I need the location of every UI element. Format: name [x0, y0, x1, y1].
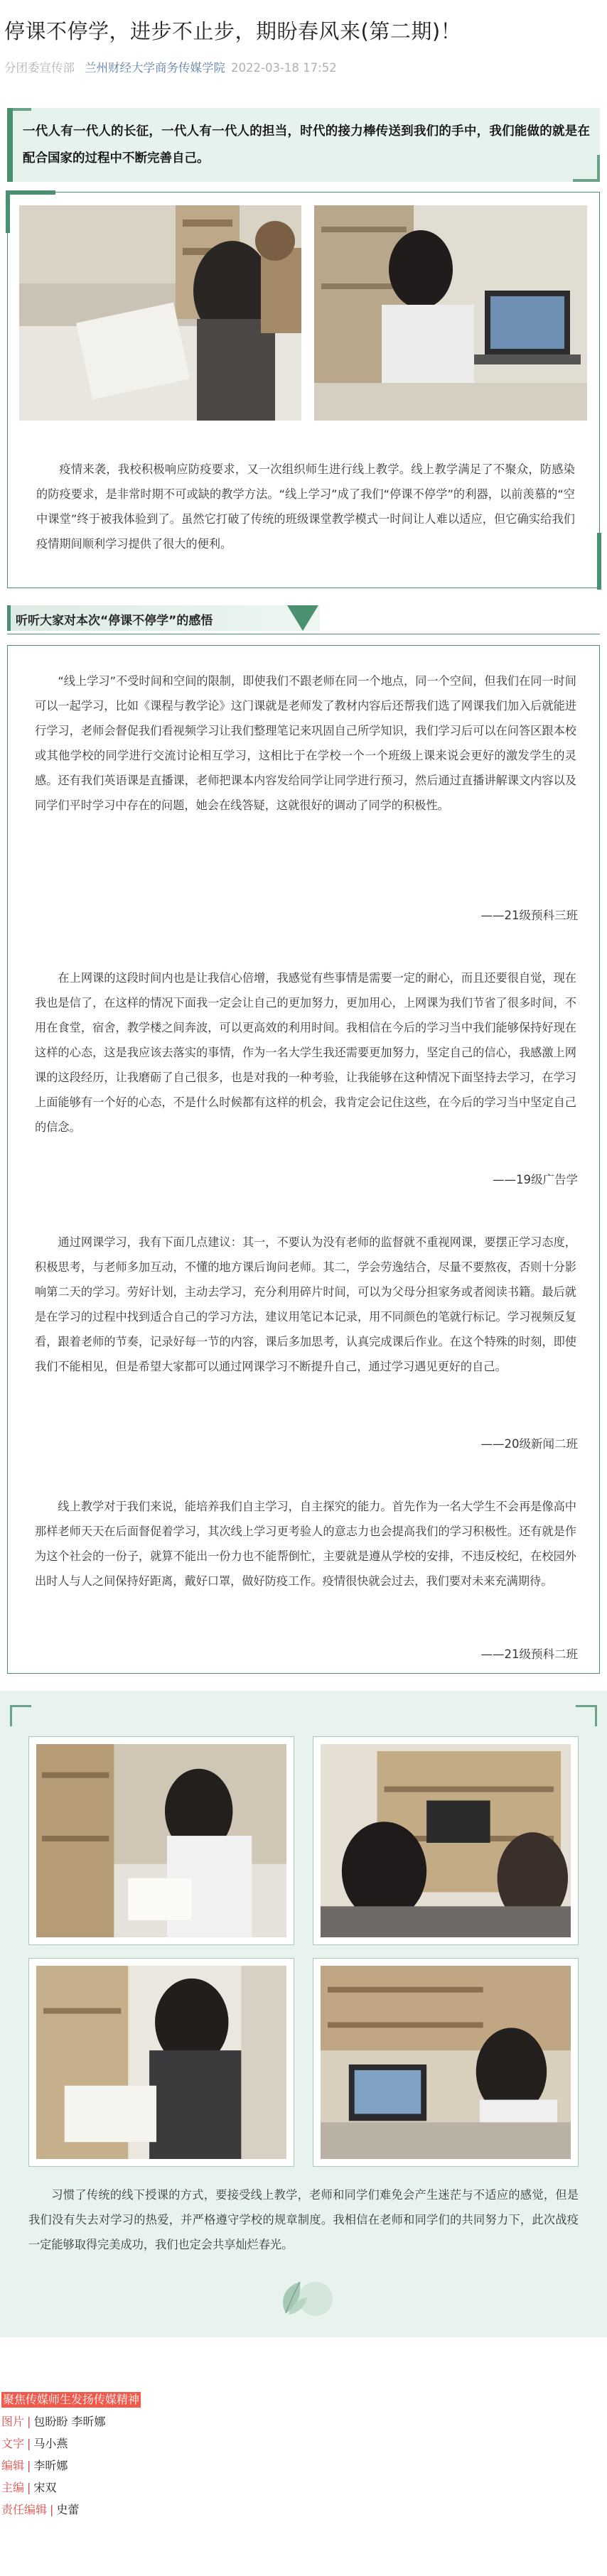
gallery-corner-left [10, 1705, 31, 1726]
credit-separator: | [27, 2437, 31, 2450]
credit-row [1, 2455, 606, 2477]
quote-signature: ——20级新闻二班 [480, 1437, 578, 1451]
credit-label: 编辑 [1, 2459, 25, 2472]
credit-separator: | [27, 2415, 31, 2428]
credit-value: 宋双 [33, 2481, 57, 2494]
quote-text: 在上网课的这段时间内也是让我信心倍增，我感觉有些事情是需要一定的耐心，而且还要很自觉，现在我也是信了，在这样的情况下面我一定会让自己的更加努力，更加用心，上网课为我们节省了很多时间，不用在食堂，宿舍，教学楼之间奔波，可以更高效的利用时间。我相信在今后的学习当中我们能够保持好现在这样的心态，这是我应该去落实的事情，作为一名大学生我还需要更加努力，坚定自己的信心，我感激上网课的这段经历，让我磨砺了自己很多，也是对我的一种考验，让我能够在这种情况下面坚持去学习，在学习上面能够有一个好的心态，不是什么时候都有这样的机会，我肯定会记住这些，在今后的学习当中坚定自己的信念。 [35, 971, 576, 1134]
section1-paragraph: 疫情来袭，我校积极响应防疫要求，又一次组织师生进行线上教学。线上教学满足了不聚众，防感染的防疫要求，是非常时期不可或缺的教学方法。“线上学习”成了我们“停课不停学”的利器，以前羡慕的“空中课堂”终于被我体验到了。虽然它打破了传统的班级课堂教学模式一时间让人难以适应，但它确实给我们疫情期间顺利学习提供了很大的便利。 [36, 462, 575, 551]
meta-date: 2022-03-18 17:52 [231, 61, 337, 75]
section1-box [7, 192, 600, 588]
quote-signature: ——21级预科二班 [480, 1647, 578, 1661]
quote-signature: ——19级广告学 [493, 1173, 578, 1186]
credit-value: 史蕾 [56, 2503, 80, 2516]
credit-separator: | [27, 2459, 31, 2472]
credit-row [1, 2432, 606, 2455]
leaf-decoration-icon [264, 2278, 343, 2320]
credit-separator: | [50, 2503, 54, 2516]
credits [1, 2388, 606, 2521]
quotes-box [7, 645, 600, 1674]
section1-corner-v [6, 190, 10, 233]
gallery-photo[interactable] [313, 1736, 579, 1945]
gallery-corner-right [576, 1705, 597, 1726]
section3-paragraph: 习惯了传统的线下授课的方式，要接受线上教学，老师和同学们难免会产生迷茫与不适应的感觉，但是我们没有失去对学习的热爱，并严格遵守学校的规章制度。我相信在老师和同学们的共同努力下，此次战疫一定能够取得完美成功，我们也定会共享灿烂春光。 [28, 2188, 579, 2251]
credit-row [1, 2499, 606, 2521]
intro-text: 一代人有一代人的长征，一代人有一代人的担当，时代的接力棒传送到我们的手中，我们能做的就是在配合国家的过程中不断完善自己。 [23, 124, 590, 166]
credit-label: 文字 [1, 2437, 25, 2450]
intro-banner [7, 108, 600, 182]
section1-corner-br [597, 533, 601, 590]
quote-text: 通过网课学习，我有下面几点建议：其一，不要认为没有老师的监督就不重视网课，要摆正学习态度，积极思考，与老师多加互动，不懂的地方课后询问老师。其二，学会劳逸结合，尽量不要熬夜，否则十分影响第二天的学习。劳好计划，主动去学习，充分利用碎片时间，可以为父母分担家务或者阅读书籍。最后就是在学习的过程中找到适合自己的学习方法，建议用笔记本记录，用不同颜色的笔就行标记。学习视频反复看，跟着老师的节奏，记录好每一节的内容，课后多加思考，认真完成课后作业。在这个特殊的时刻，即使我们不能相见，但是希望大家都可以通过网课学习不断提升自己，通过学习遇见更好的自己。 [35, 1235, 576, 1373]
meta-account[interactable]: 兰州财经大学商务传媒学院 [85, 61, 225, 75]
quote-text: 线上教学对于我们来说，能培养我们自主学习，自主探究的能力。首先作为一名大学生不会再是像高中那样老师天天在后面督促着学习，其次线上学习更考验人的意志力也会提高我们的学习积极性。还有就是作为这个社会的一份子，就算不能出一份力也不能帮倒忙，主要就是遵从学校的安排，不违反校纪，在校园外出时人与人之间保持好距离，戴好口罩，做好防疫工作。疫情很快就会过去，我们要对未来充满期待。 [35, 1500, 576, 1588]
credit-value: 马小燕 [33, 2437, 68, 2450]
section2-heading: 听听大家对本次“停课不停学”的感悟 [16, 614, 213, 628]
gallery-photo[interactable] [28, 1958, 294, 2167]
credit-label: 责任编辑 [1, 2503, 48, 2516]
section1-corner-h [6, 190, 55, 195]
quote-signature: ——21级预科三班 [480, 909, 578, 922]
quote-text: “线上学习”不受时间和空间的限制，即使我们不跟老师在同一个地点，同一个空间，但我们在同一时间可以一起学习，比如《课程与教学论》这门课就是老师发了教材内容后还帮我们选了网课我们加入后就能进行学习，老师会督促我们看视频学习让我们整理笔记来巩固自己所学知识，我们学习后可以在问答区跟本校或其他学校的同学进行交流讨论相互学习，这相比于在学校一个一个班级上课来说会更好的激发学生的灵感。还有我们英语课是直播课，老师把课本内容发给同学让同学进行预习，然后通过直播讲解课文内容以及同学们平时学习中存在的问题，她会在线答疑，这就很好的调动了同学的积极性。 [35, 674, 576, 812]
gallery-photo[interactable] [313, 1958, 579, 2167]
intro-corner-top [13, 108, 31, 111]
gallery-photo[interactable] [28, 1736, 294, 1945]
section2-header [7, 605, 600, 631]
meta-author[interactable]: 分团委宣传部 [4, 61, 75, 75]
credit-separator: | [27, 2481, 31, 2494]
triangle-marker-icon [287, 605, 318, 631]
credit-value: 包盼盼 李昕娜 [33, 2415, 106, 2428]
credit-label: 主编 [1, 2481, 25, 2494]
photo-student-laptop[interactable] [314, 205, 587, 421]
photo-gallery-section [0, 1691, 607, 2337]
credits-slogan: 聚焦传媒师生发扬传媒精神 [3, 2393, 140, 2406]
credit-row [1, 2477, 606, 2499]
photo-student-writing[interactable] [19, 205, 301, 421]
credit-label: 图片 [1, 2415, 25, 2428]
credit-value: 李昕娜 [33, 2459, 68, 2472]
intro-accent-bar [7, 108, 13, 182]
article-meta [4, 58, 337, 75]
credit-row [1, 2410, 606, 2432]
article-title: 停课不停学，进步不止步，期盼春风来(第二期)！ [4, 19, 462, 43]
